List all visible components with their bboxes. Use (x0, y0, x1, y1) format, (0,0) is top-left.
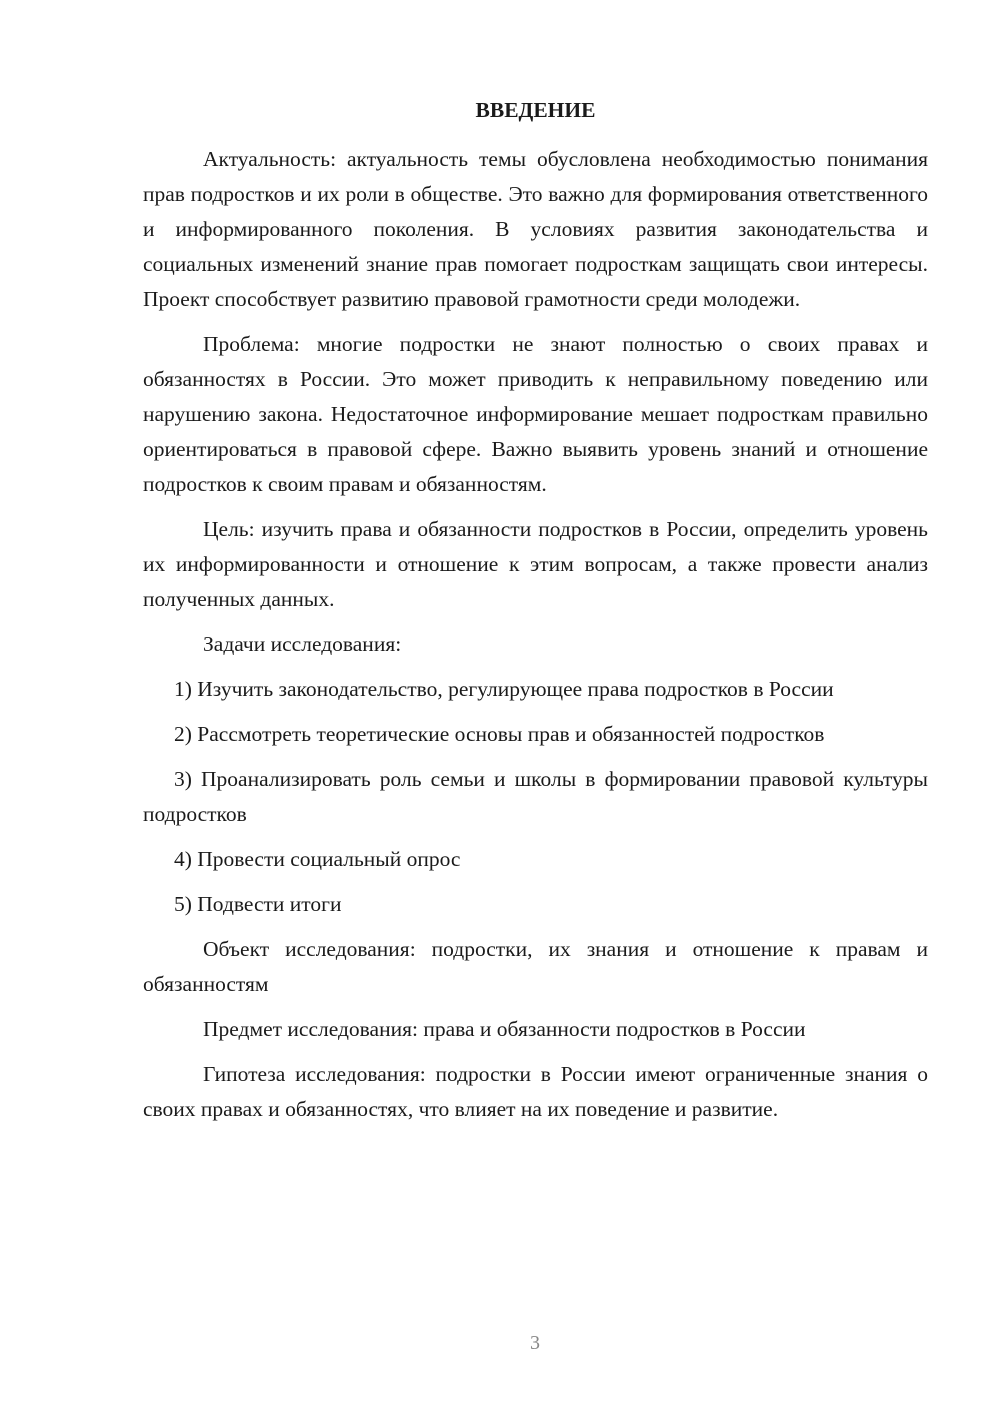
page-title: ВВЕДЕНИЕ (475, 98, 596, 122)
task-item-4: 4) Провести социальный опрос (174, 847, 461, 871)
task-item-1: 1) Изучить законодательство, регулирующее права подростков в России (174, 677, 834, 701)
hypothesis-paragraph: Гипотеза исследования: подростки в России имеют ограниченные знания о своих правах и обязанностях, что влияет на их поведение и развитие. (143, 1062, 928, 1121)
object-paragraph: Объект исследования: подростки, их знания и отношение к правам и обязанностям (143, 937, 928, 996)
problem-paragraph: Проблема: многие подростки не знают полностью о своих правах и обязанностях в России. Это может приводить к неправильному поведению или нарушению закона. Недостаточное информирование мешает подросткам правильно ориентироваться в правовой сфере. Важно выявить уровень знаний и отношение подростков к своим правам и обязанностям. (143, 332, 928, 496)
task-item-5: 5) Подвести итоги (174, 892, 342, 916)
task-item-2: 2) Рассмотреть теоретические основы прав и обязанностей подростков (174, 722, 825, 746)
page-number: 3 (530, 1332, 540, 1354)
document-page (143, 94, 928, 1137)
goal-paragraph: Цель: изучить права и обязанности подростков в России, определить уровень их информированности и отношение к этим вопросам, а также провести анализ полученных данных. (143, 517, 928, 611)
task-item-3: 3) Проанализировать роль семьи и школы в формировании правовой культуры подростков (143, 767, 928, 826)
subject-paragraph: Предмет исследования: права и обязанности подростков в России (203, 1017, 806, 1041)
relevance-paragraph: Актуальность: актуальность темы обусловлена необходимостью понимания прав подростков и их роли в обществе. Это важно для формирования ответственного и информированного поколения. В условиях развития законодательства и социальных изменений знание прав помогает подросткам защищать свои интересы. Проект способствует развитию правовой грамотности среди молодежи. (143, 147, 928, 311)
tasks-heading: Задачи исследования: (203, 632, 402, 656)
